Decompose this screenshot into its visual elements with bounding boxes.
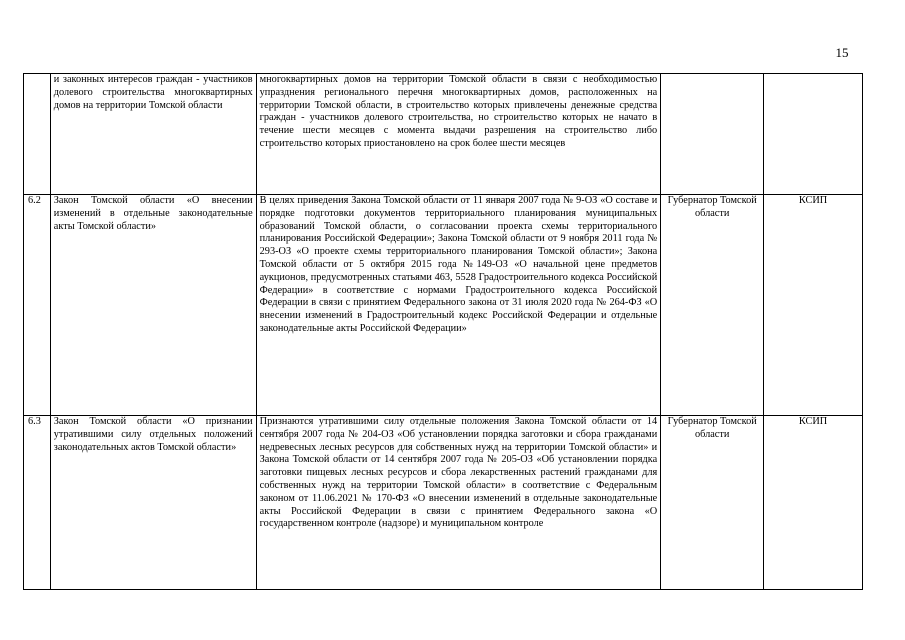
- document-table: [23, 73, 863, 590]
- responsible-cell: Губернатор Томской области: [661, 195, 764, 416]
- table-row: [24, 195, 863, 416]
- description-cell: В целях приведения Закона Томской области от 11 января 2007 года № 9-ОЗ «О составе и порядке подготовки документов территориального планирования муниципальных образований Томской области, о согласовании проекта схемы территориального планирования Российской Федерации»; Закона Томской области от 9 ноября 2011 года № 293-ОЗ «О проекте схемы территориального планирования Томской области»; Закона Томской области от 5 октября 2015 года №149-ОЗ «О начальной цене предметов аукционов, предусмотренных статьями 463, 5528 Градостроительного кодекса Российской Федерации» в соответствие с нормами Градостроительного кодекса Российской Федерации в связи с принятием Федерального закона от 31 июля 2020 года № 264-ФЗ «О внесении изменений в Градостроительный кодекс Российской Федерации и отдельные законодательные акты Российской Федерации»: [256, 195, 661, 416]
- responsible-cell: Губернатор Томской области: [661, 416, 764, 590]
- table-row: [24, 74, 863, 195]
- description-cell: Признаются утратившими силу отдельные положения Закона Томской области от 14 сентября 2007 года № 204-ОЗ «Об установлении порядка заготовки и сбора гражданами недревесных лесных ресурсов для собственных нужд на территории Томской области» и Закона Томской области от 14 сентября 2007 года № 205-ОЗ «Об установлении порядка заготовки пищевых лесных ресурсов и сбора лекарственных растений гражданами для собственных нужд на территории Томской области» в соответствие с Федеральным законом от 11.06.2021 № 170-ФЗ «О внесении изменений в отдельные законодательные акты Российской Федерации в связи с принятием Федерального закона «О государственном контроле (надзоре) и муниципальном контроле: [256, 416, 661, 590]
- row-number-cell: 6.3: [24, 416, 51, 590]
- row-number-cell: 6.2: [24, 195, 51, 416]
- row-number-cell: [24, 74, 51, 195]
- description-cell: многоквартирных домов на территории Томской области в связи с необходимостью упразднения регионального перечня многоквартирных домов, расположенных на территории Томской области, в строительство которых привлечены денежные средства граждан - участников долевого строительства, но строительство которых не начато в течение шести месяцев с момента выдачи разрешения на строительство либо строительство которых приостановлено на срок более шести месяцев: [256, 74, 661, 195]
- executor-cell: КСИП: [764, 195, 863, 416]
- law-name-cell: Закон Томской области «О признании утратившими силу отдельных положений законодательных актов Томской области»: [50, 416, 256, 590]
- responsible-cell: [661, 74, 764, 195]
- page-number: 15: [835, 45, 849, 60]
- law-name-cell: и законных интересов граждан - участников долевого строительства многоквартирных домов на территории Томской области: [50, 74, 256, 195]
- law-name-cell: Закон Томской области «О внесении изменений в отдельные законодательные акты Томской области»: [50, 195, 256, 416]
- executor-cell: КСИП: [764, 416, 863, 590]
- table-row: [24, 416, 863, 590]
- executor-cell: [764, 74, 863, 195]
